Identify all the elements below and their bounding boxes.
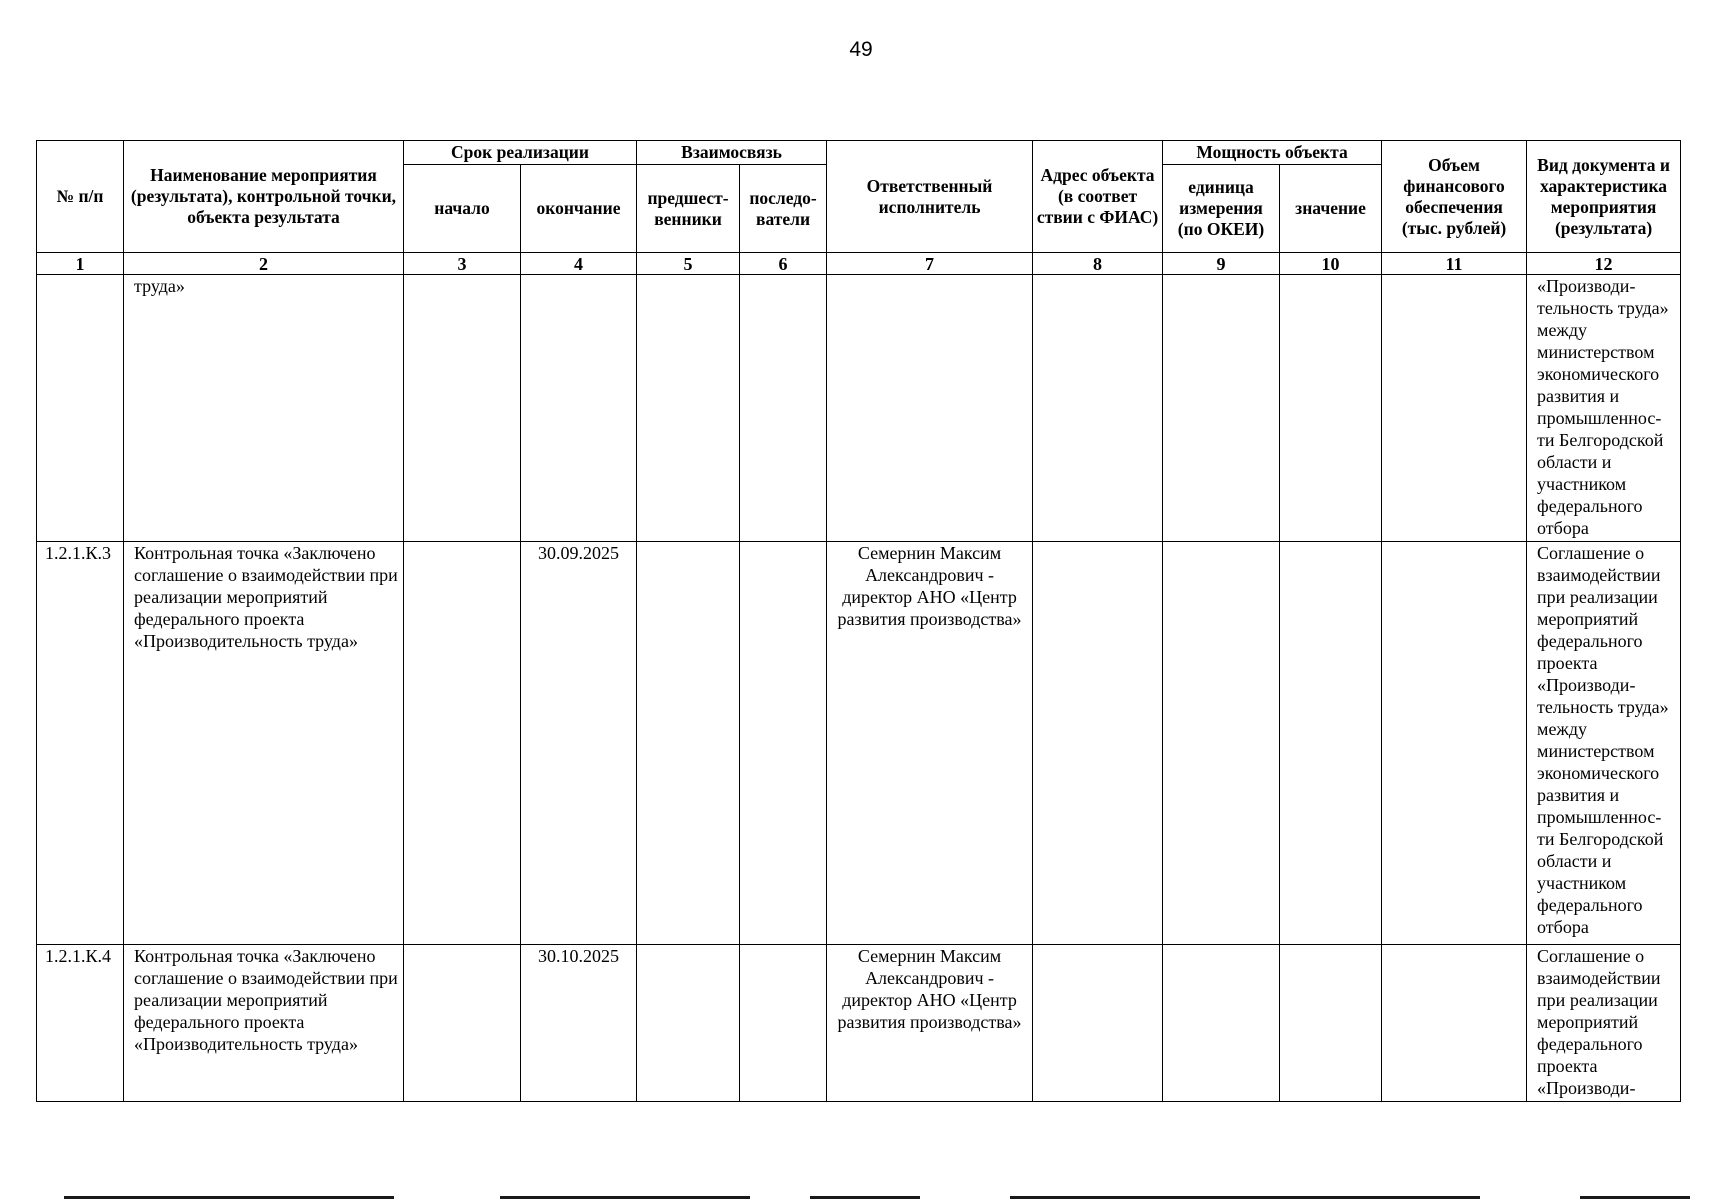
column-number: 3	[404, 253, 521, 275]
row-responsible	[827, 275, 1033, 542]
row-responsible: Семернин Максим Александрович - директор АНО «Центр развития производства»	[827, 542, 1033, 945]
row-start	[404, 542, 521, 945]
row-unit	[1163, 945, 1280, 1102]
header-relation-prev: предшест-венники	[637, 165, 740, 253]
header-term-end: окончание	[521, 165, 637, 253]
row-value	[1280, 275, 1382, 542]
row-num: 1.2.1.К.4	[37, 945, 124, 1102]
scan-edge-line	[1010, 1196, 1480, 1199]
row-finance	[1382, 275, 1527, 542]
row-name: Контрольная точка «Заключено соглашение о взаимодействии при реализации мероприятий федерального проекта «Производительность труда»	[124, 945, 404, 1102]
column-number: 9	[1163, 253, 1280, 275]
row-address	[1033, 945, 1163, 1102]
header-capacity-value: значение	[1280, 165, 1382, 253]
header-address: Адрес объекта (в соответ ствии с ФИАС)	[1033, 141, 1163, 253]
header-name: Наименование мероприятия (результата), контрольной точки, объекта результата	[124, 141, 404, 253]
column-number: 7	[827, 253, 1033, 275]
column-number: 4	[521, 253, 637, 275]
header-doc-type: Вид документа и характеристика мероприятия (результата)	[1527, 141, 1681, 253]
scan-edge-line	[1580, 1196, 1690, 1199]
row-end	[521, 275, 637, 542]
row-name: труда»	[124, 275, 404, 542]
column-number: 8	[1033, 253, 1163, 275]
column-number: 6	[740, 253, 827, 275]
header-num: № п/п	[37, 141, 124, 253]
header-relation-next: последо-ватели	[740, 165, 827, 253]
row-unit	[1163, 542, 1280, 945]
header-relation: Взаимосвязь	[637, 141, 827, 165]
row-address	[1033, 275, 1163, 542]
row-value	[1280, 542, 1382, 945]
column-number: 12	[1527, 253, 1681, 275]
row-finance	[1382, 945, 1527, 1102]
row-prev	[637, 542, 740, 945]
row-address	[1033, 542, 1163, 945]
row-unit	[1163, 275, 1280, 542]
row-prev	[637, 945, 740, 1102]
row-finance	[1382, 542, 1527, 945]
table-row	[37, 542, 1681, 945]
column-number: 10	[1280, 253, 1382, 275]
page-number: 49	[849, 38, 873, 61]
row-num: 1.2.1.К.3	[37, 542, 124, 945]
row-doc: Соглашение о взаимодействии при реализации мероприятий федерального проекта «Производи-	[1527, 945, 1681, 1102]
row-end: 30.10.2025	[521, 945, 637, 1102]
row-prev	[637, 275, 740, 542]
column-number: 1	[37, 253, 124, 275]
column-number-row	[37, 253, 1681, 275]
row-value	[1280, 945, 1382, 1102]
row-doc: Соглашение о взаимодействии при реализации мероприятий федерального проекта «Производи-тельность труда» между министерством экономического развития и промышленнос-ти Белгородской области и участником федерального отбора	[1527, 542, 1681, 945]
header-term: Срок реализации	[404, 141, 637, 165]
table-row	[37, 945, 1681, 1102]
row-end: 30.09.2025	[521, 542, 637, 945]
header-capacity-unit: единица измерения (по ОКЕИ)	[1163, 165, 1280, 253]
header-responsible: Ответственный исполнитель	[827, 141, 1033, 253]
header-term-start: начало	[404, 165, 521, 253]
scan-edge-line	[500, 1196, 750, 1199]
column-number: 11	[1382, 253, 1527, 275]
row-doc: «Производи-тельность труда» между министерством экономического развития и промышленнос-ти Белгородской области и участником федерального отбора	[1527, 275, 1681, 542]
column-number: 2	[124, 253, 404, 275]
scan-edge-line	[64, 1196, 394, 1199]
row-next	[740, 945, 827, 1102]
column-number: 5	[637, 253, 740, 275]
row-name: Контрольная точка «Заключено соглашение о взаимодействии при реализации мероприятий федерального проекта «Производительность труда»	[124, 542, 404, 945]
header-finance: Объем финансового обеспечения (тыс. рублей)	[1382, 141, 1527, 253]
row-next	[740, 275, 827, 542]
row-num	[37, 275, 124, 542]
row-start	[404, 945, 521, 1102]
table-row	[37, 275, 1681, 542]
row-responsible: Семернин Максим Александрович - директор АНО «Центр развития производства»	[827, 945, 1033, 1102]
row-start	[404, 275, 521, 542]
row-next	[740, 542, 827, 945]
activity-plan-table	[36, 140, 1681, 1102]
scan-edge-line	[810, 1196, 920, 1199]
header-capacity: Мощность объекта	[1163, 141, 1382, 165]
